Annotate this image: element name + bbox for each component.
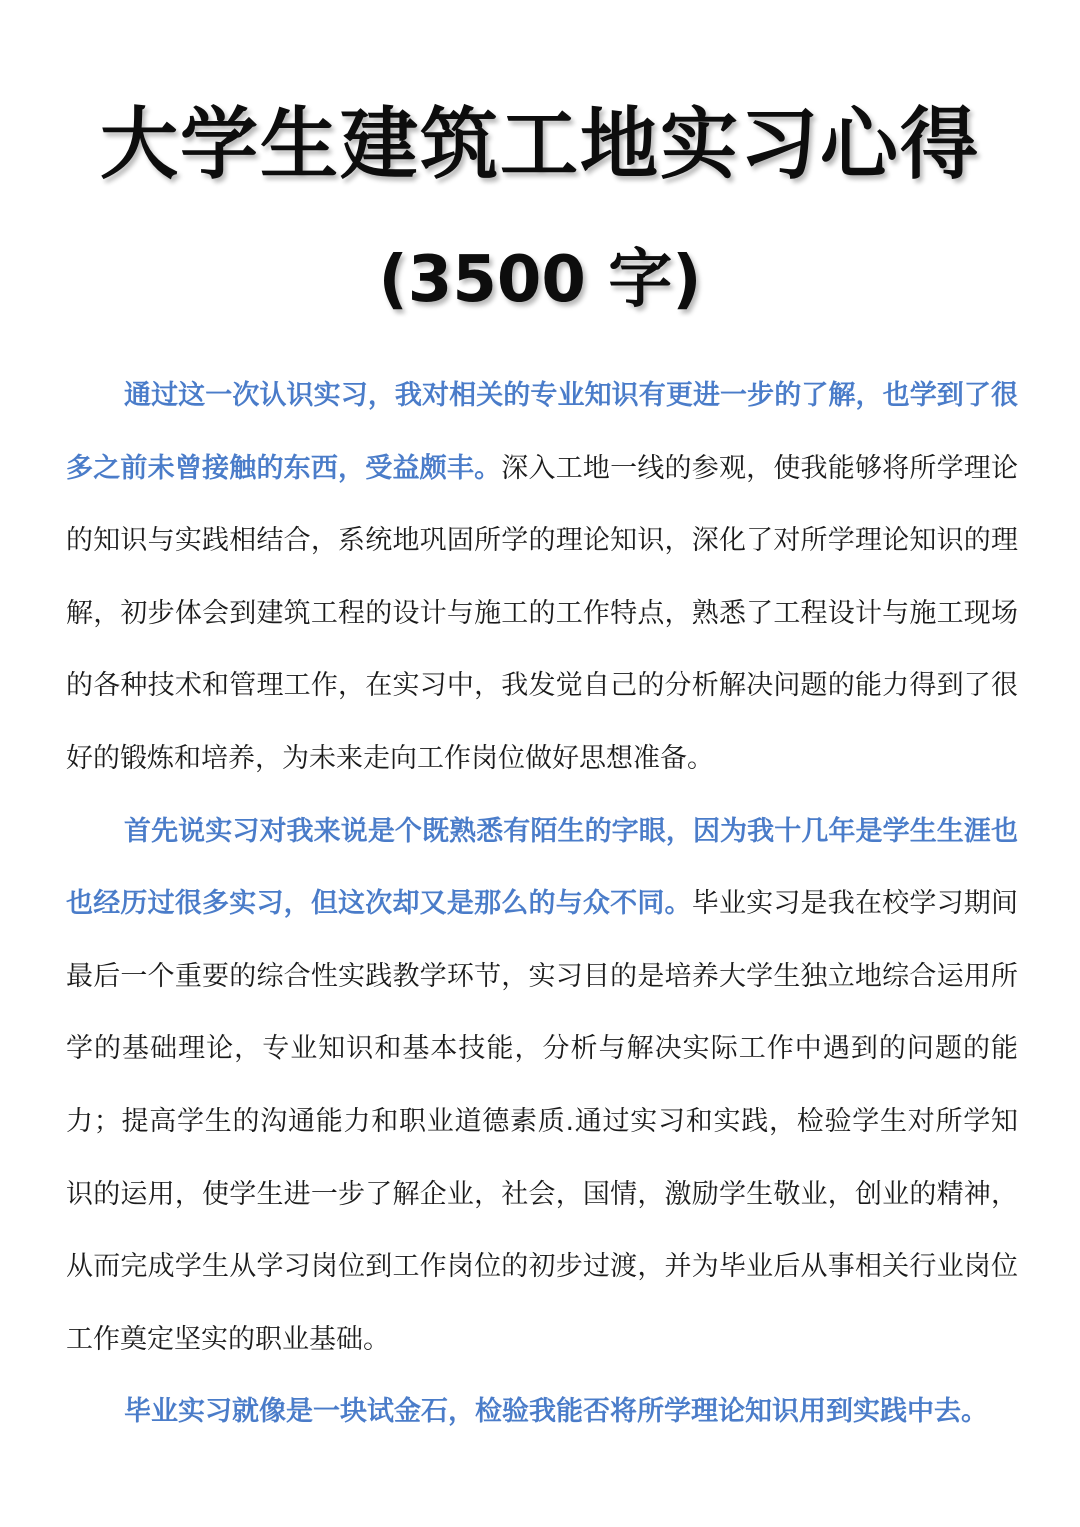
- paragraph-2-highlight: 首先说实习对我来说是个既熟悉有陌生的字眼，因为我十几年是学生生涯也也经历过很多实习，但这次却又是那么的与众不同。: [66, 815, 1018, 920]
- paragraph-1-highlight: 通过这一次认识实习，我对相关的专业知识有更进一步的了解，也学到了很多之前未曾接触的东西，受益颇丰。: [66, 380, 1018, 484]
- paragraph-3-highlight: 毕业实习就像是一块试金石，检验我能否将所学理论知识用到实践中去。: [124, 1396, 988, 1428]
- paragraph-2: [66, 796, 1018, 1377]
- page-subtitle: (3500 字): [378, 243, 702, 317]
- page-title: 大学生建筑工地实习心得: [99, 100, 980, 190]
- paragraph-1-text: 深入工地一线的参观，使我能够将所学理论的知识与实践相结合，系统地巩固所学的理论知识，深化了对所学理论知识的理解，初步体会到建筑工程的设计与施工的工作特点，熟悉了工程设计与施工现场的各种技术和管理工作，在实习中，我发觉自己的分析解决问题的能力得到了很好的锻炼和培养，为未来走向工作岗位做好思想准备。: [66, 452, 1019, 774]
- paragraph-3: [66, 1376, 1018, 1449]
- article-body: [66, 360, 1018, 1449]
- paragraph-1: [66, 360, 1018, 796]
- paragraph-2-text: 毕业实习是我在校学习期间最后一个重要的综合性实践教学环节，实习目的是培养大学生独立地综合运用所学的基础理论，专业知识和基本技能，分析与解决实际工作中遇到的问题的能力；提高学生的沟通能力和职业道德素质.通过实习和实践，检验学生对所学知识的运用，使学生进一步了解企业，社会，国情，激励学生敬业，创业的精神，从而完成学生从学习岗位到工作岗位的初步过渡，并为毕业后从事相关行业岗位工作奠定坚实的职业基础。: [66, 888, 1018, 1355]
